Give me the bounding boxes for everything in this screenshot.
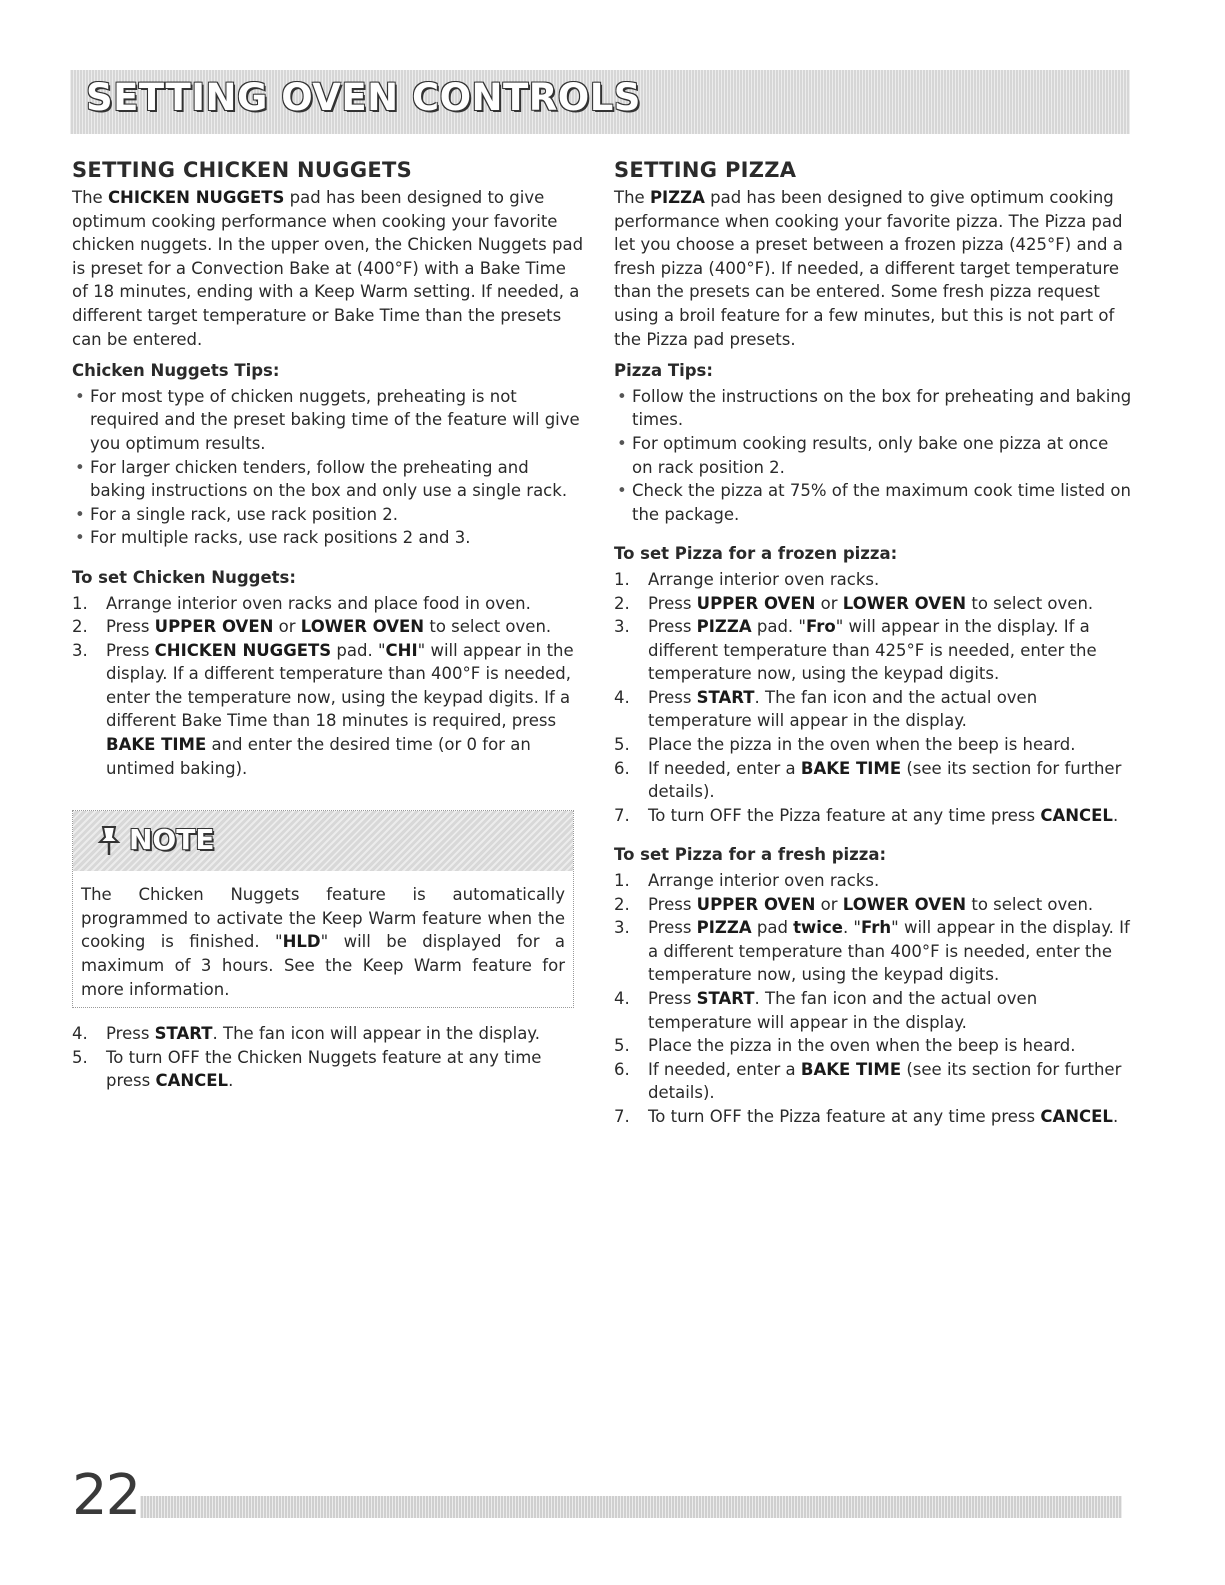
text: " will appear in the display. If a different temperature than 400°F is needed, enter the temperature now, using the keypad digits.: [648, 918, 1130, 985]
text: to select oven.: [966, 894, 1094, 914]
steps-list: [72, 592, 584, 781]
text: or: [273, 617, 301, 637]
page-title: SETTING OVEN CONTROLS: [86, 76, 641, 119]
text: " will be displayed for a maximum of 3 hours. See the Keep Warm feature for more information.: [81, 932, 566, 999]
text: Arrange interior oven racks and place food in oven.: [106, 593, 531, 613]
step-item: [72, 592, 584, 616]
text: " will appear in the display. If a different temperature than 400°F is needed, enter the temperature now, using the keypad digits. If a different Bake Time than 18 minutes is required, press: [106, 640, 574, 731]
intro-paragraph: [614, 186, 1134, 351]
text: If needed, enter a: [648, 758, 801, 778]
step-number: 5.: [614, 1036, 630, 1056]
text: pad: [751, 918, 794, 938]
pizza-section: [614, 158, 1134, 1129]
step-item: [614, 987, 1134, 1034]
step-item: [614, 869, 1134, 893]
keyword: BAKE TIME: [106, 735, 207, 755]
step-number: 1.: [614, 569, 630, 589]
text: pad has been designed to give optimum cooking performance when cooking your favorite pizza. The Pizza pad let you choose a preset between a frozen pizza (425°F) and a fresh pizza (400°F). If needed, a different target temperature than the presets can be entered. Some fresh pizza request using a broil feature for a few minutes, but this is not part of the Pizza pad presets.: [614, 188, 1123, 349]
section-title: SETTING CHICKEN NUGGETS: [72, 158, 413, 182]
steps-heading: To set Pizza for a fresh pizza:: [614, 845, 887, 865]
step-item: [614, 757, 1134, 804]
step-number: 3.: [72, 640, 88, 660]
text: " will appear in the display. If a different temperature than 425°F is needed, enter the temperature now, using the keypad digits.: [648, 617, 1097, 684]
text: . ": [842, 918, 862, 938]
steps-heading: To set Pizza for a frozen pizza:: [614, 544, 898, 564]
note-body: [73, 871, 573, 1007]
step-number: 1.: [72, 593, 88, 613]
text: Arrange interior oven racks.: [648, 569, 880, 589]
note-header: [73, 811, 573, 871]
intro-paragraph: [72, 186, 584, 351]
text: Press: [648, 894, 697, 914]
step-number: 2.: [614, 593, 630, 613]
chicken-nuggets-section: [72, 158, 584, 1093]
list-item: • For larger chicken tenders, follow the preheating and baking instructions on the box and only use a single rack.: [72, 456, 584, 503]
keyword: PIZZA: [696, 918, 752, 938]
page-banner: [70, 70, 1130, 134]
step-number: 4.: [614, 989, 630, 1008]
list-item: • Check the pizza at 75% of the maximum cook time listed on the package.: [614, 479, 1134, 526]
text: Press: [648, 617, 697, 637]
step-item: [614, 804, 1134, 828]
step-item: [614, 686, 1134, 733]
text: The: [614, 188, 650, 207]
section-title: SETTING PIZZA: [614, 158, 797, 182]
step-number: 4.: [614, 687, 630, 707]
step-number: 4.: [72, 1024, 88, 1044]
text: Press: [106, 1024, 155, 1044]
step-item: [72, 615, 584, 639]
step-number: 7.: [614, 805, 630, 825]
text: .: [228, 1071, 234, 1091]
step-item: [72, 1046, 584, 1093]
tips-list: [614, 385, 1134, 527]
list-item: • For a single rack, use rack position 2.: [72, 503, 584, 527]
text: To turn OFF the Pizza feature at any time press: [648, 805, 1041, 825]
text: Press: [106, 640, 155, 660]
note-box: [72, 810, 574, 1008]
text: . The fan icon will appear in the display.: [212, 1024, 540, 1044]
keyword: LOWER OVEN: [842, 593, 967, 613]
keyword: CHICKEN NUGGETS: [154, 640, 332, 660]
step-item: [72, 639, 584, 781]
text: Press: [648, 989, 697, 1008]
text: . The fan icon and the actual oven temperature will appear in the display.: [648, 989, 1038, 1032]
keyword: PIZZA: [696, 617, 752, 637]
step-number: 3.: [614, 617, 630, 637]
list-item: • For optimum cooking results, only bake one pizza at once on rack position 2.: [614, 432, 1134, 479]
keyword: LOWER OVEN: [300, 617, 425, 637]
step-item: [72, 1022, 584, 1046]
keyword: CANCEL: [155, 1071, 229, 1091]
note-title: NOTE: [129, 823, 215, 857]
step-item: [614, 1058, 1134, 1105]
keyword: CHICKEN NUGGETS: [107, 188, 285, 207]
keyword: START: [696, 687, 755, 707]
keyword: PIZZA: [649, 188, 705, 207]
text: . The fan icon and the actual oven temperature will appear in the display.: [648, 687, 1038, 731]
step-number: 1.: [614, 871, 630, 891]
step-item: [614, 568, 1134, 592]
list-item: • Follow the instructions on the box for preheating and baking times.: [614, 385, 1134, 432]
step-number: 2.: [72, 617, 88, 637]
text: To turn OFF the Chicken Nuggets feature at any time press: [106, 1047, 542, 1091]
text: Press: [648, 593, 697, 613]
tips-list: [72, 385, 584, 550]
tips-heading: Chicken Nuggets Tips:: [72, 361, 280, 381]
keyword: UPPER OVEN: [154, 617, 274, 637]
text: pad has been designed to give optimum cooking performance when cooking your favorite chicken nuggets. In the upper oven, the Chicken Nuggets pad is preset for a Convection Bake at (400°F) with a Bake Time of 18 minutes, ending with a Keep Warm setting. If needed, a different target temperature or Bake Time than the presets can be entered.: [72, 188, 584, 349]
text: Place the pizza in the oven when the beep is heard.: [648, 1036, 1076, 1056]
page-number: 22: [72, 1463, 140, 1528]
keyword: Fro: [806, 617, 836, 637]
text: Arrange interior oven racks.: [648, 871, 880, 891]
text: to select oven.: [424, 617, 552, 637]
list-item: • For most type of chicken nuggets, preheating is not required and the preset baking time of the feature will give you optimum results.: [72, 385, 584, 456]
text: to select oven.: [966, 593, 1094, 613]
step-number: 5.: [614, 735, 630, 755]
keyword: CANCEL: [1040, 1106, 1113, 1126]
list-item: • For multiple racks, use rack positions 2 and 3.: [72, 526, 584, 550]
text: or: [815, 593, 843, 613]
keyword: CANCEL: [1040, 805, 1113, 825]
keyword: UPPER OVEN: [696, 894, 816, 914]
step-number: 6.: [614, 1059, 630, 1079]
step-item: [614, 733, 1134, 757]
step-number: 5.: [72, 1047, 88, 1067]
keyword: twice: [793, 918, 843, 938]
steps-list-continued: [72, 1022, 584, 1093]
text: If needed, enter a: [648, 1059, 801, 1079]
text: To turn OFF the Pizza feature at any time press: [648, 1106, 1041, 1126]
step-number: 7.: [614, 1106, 630, 1126]
keyword: BAKE TIME: [800, 758, 902, 778]
text: .: [1112, 805, 1119, 825]
text: and enter the desired time (or 0 for an untimed baking).: [106, 735, 531, 778]
keyword: BAKE TIME: [800, 1059, 902, 1079]
step-item: [614, 916, 1134, 987]
text: .: [1112, 1106, 1119, 1126]
text: or: [815, 894, 843, 914]
keyword: LOWER OVEN: [842, 894, 967, 914]
text: pad. ": [331, 640, 386, 660]
frozen-steps-list: [614, 568, 1134, 828]
step-item: [614, 1034, 1134, 1058]
keyword: HLD: [282, 932, 321, 952]
step-item: [614, 592, 1134, 616]
step-item: [614, 1105, 1134, 1129]
text: (see its section for further details).: [648, 758, 1122, 802]
pushpin-icon: [97, 825, 121, 857]
tips-heading: Pizza Tips:: [614, 361, 713, 381]
text: Press: [648, 918, 697, 938]
step-number: 6.: [614, 758, 630, 778]
text: (see its section for further details).: [648, 1059, 1122, 1103]
text: The Chicken Nuggets feature is automatically programmed to activate the Keep Warm feature when the cooking is finished. ": [81, 885, 565, 952]
steps-heading: To set Chicken Nuggets:: [72, 567, 296, 587]
text: Place the pizza in the oven when the beep is heard.: [648, 735, 1076, 755]
step-number: 2.: [614, 894, 630, 914]
step-item: [614, 615, 1134, 686]
keyword: CHI: [385, 640, 418, 660]
step-number: 3.: [614, 918, 630, 938]
text: Press: [648, 687, 697, 707]
footer-bar: [140, 1496, 1122, 1518]
keyword: Frh: [861, 918, 892, 938]
keyword: START: [696, 989, 755, 1008]
fresh-steps-list: [614, 869, 1134, 1129]
text: Press: [106, 617, 155, 637]
keyword: START: [154, 1024, 213, 1044]
text: pad. ": [751, 617, 806, 637]
step-item: [614, 893, 1134, 917]
text: The: [72, 188, 108, 207]
keyword: UPPER OVEN: [696, 593, 816, 613]
